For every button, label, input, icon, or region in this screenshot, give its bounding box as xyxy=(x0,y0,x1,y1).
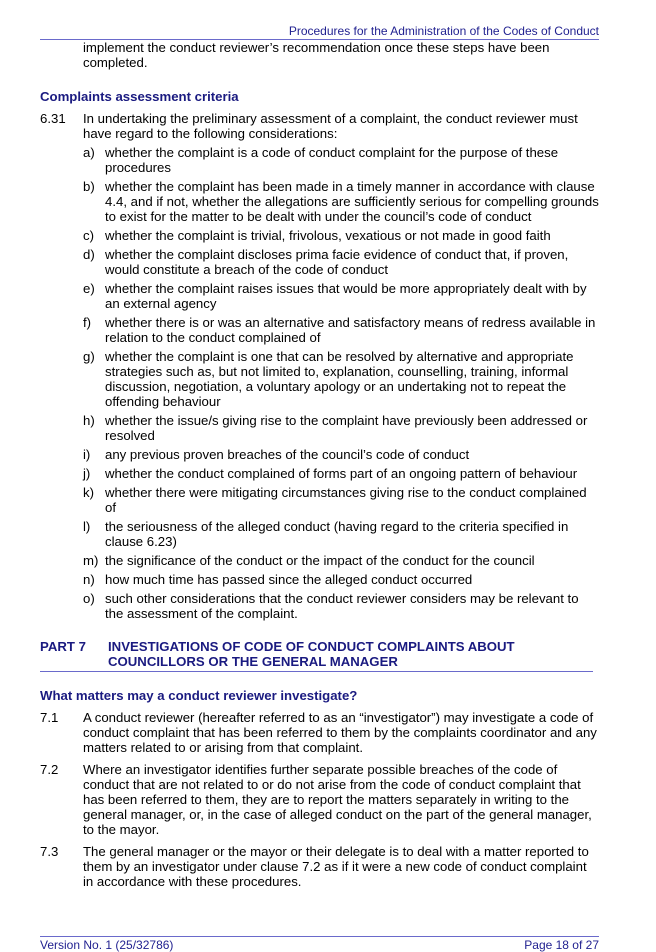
list-item xyxy=(83,349,600,409)
page-header xyxy=(40,24,599,40)
list-item xyxy=(83,466,600,481)
clause-number: 6.31 xyxy=(40,111,66,126)
page-content xyxy=(40,40,600,889)
part-title: INVESTIGATIONS OF CODE OF CONDUCT COMPLAINTS ABOUT COUNCILLORS OR THE GENERAL MANAGER xyxy=(108,639,515,669)
item-label: k) xyxy=(83,485,94,500)
item-label: a) xyxy=(83,145,95,160)
item-text: whether the complaint is one that can be resolved by alternative and appropriate strategies such as, but not limited to, explanation, counselling, training, informal discussion, negotiation, a voluntary apology or an undertaking not to repeat the offending behaviour xyxy=(105,349,574,409)
version-number: Version No. 1 (25/32786) xyxy=(40,938,174,952)
continued-paragraph: implement the conduct reviewer’s recommendation once these steps have been completed. xyxy=(83,40,550,70)
item-text: such other considerations that the conduct reviewer considers may be relevant to the assessment of the complaint. xyxy=(105,591,579,621)
list-item xyxy=(83,413,600,443)
list-item xyxy=(83,315,600,345)
item-label: g) xyxy=(83,349,95,364)
page-number: Page 18 of 27 xyxy=(524,938,599,952)
section-heading-investigate: What matters may a conduct reviewer investigate? xyxy=(40,688,358,703)
section-heading-assessment: Complaints assessment criteria xyxy=(40,89,239,104)
item-label: f) xyxy=(83,315,92,330)
list-item xyxy=(83,179,600,224)
item-label: m) xyxy=(83,553,99,568)
item-text: any previous proven breaches of the council’s code of conduct xyxy=(105,447,470,462)
item-label: i) xyxy=(83,447,91,462)
list-item xyxy=(83,247,600,277)
clause-text: Where an investigator identifies further separate possible breaches of the code of conduct that are not related to or do not arise from the code of conduct complaint that has been referred to them, they are to report the matters separately in writing to the general manager, or, in the case of alleged conduct on the part of the general manager, to the mayor. xyxy=(83,762,592,837)
clause-7-2 xyxy=(40,762,600,837)
list-item xyxy=(83,591,600,621)
clause-7-1 xyxy=(40,710,600,755)
list-item xyxy=(83,485,600,515)
item-text: whether the conduct complained of forms part of an ongoing pattern of behaviour xyxy=(105,466,578,481)
clause-6-31 xyxy=(40,111,600,141)
clause-number: 7.3 xyxy=(40,844,59,859)
item-text: whether the complaint has been made in a timely manner in accordance with clause 4.4, and if not, whether the allegations are sufficiently serious for compelling grounds to exist for the matter to be dealt with under the council’s code of conduct xyxy=(105,179,599,224)
item-text: whether the issue/s giving rise to the complaint have previously been addressed or resolved xyxy=(105,413,588,443)
list-item xyxy=(83,281,600,311)
item-text: whether there were mitigating circumstances giving rise to the conduct complained of xyxy=(105,485,587,515)
item-label: b) xyxy=(83,179,95,194)
item-label: e) xyxy=(83,281,95,296)
item-label: l) xyxy=(83,519,91,534)
item-text: whether there is or was an alternative and satisfactory means of redress available in relation to the conduct complained of xyxy=(105,315,596,345)
clause-number: 7.1 xyxy=(40,710,59,725)
clause-text: A conduct reviewer (hereafter referred to as an “investigator”) may investigate a code of conduct complaint that has been referred to them by the complaints coordinator and any matters related to or arising from that complaint. xyxy=(83,710,597,755)
item-text: the significance of the conduct or the impact of the conduct for the council xyxy=(105,553,535,568)
item-label: c) xyxy=(83,228,94,243)
part-heading xyxy=(40,639,593,672)
part-number: PART 7 xyxy=(40,639,86,654)
list-item xyxy=(83,553,600,568)
item-label: j) xyxy=(83,466,91,481)
item-label: o) xyxy=(83,591,95,606)
item-label: d) xyxy=(83,247,95,262)
item-text: how much time has passed since the alleged conduct occurred xyxy=(105,572,473,587)
item-label: h) xyxy=(83,413,95,428)
item-label: n) xyxy=(83,572,95,587)
criteria-list xyxy=(83,145,600,621)
item-text: the seriousness of the alleged conduct (having regard to the criteria specified in clause 6.23) xyxy=(105,519,569,549)
item-text: whether the complaint discloses prima facie evidence of conduct that, if proven, would constitute a breach of the code of conduct xyxy=(105,247,569,277)
item-text: whether the complaint raises issues that would be more appropriately dealt with by an external agency xyxy=(105,281,587,311)
list-item xyxy=(83,519,600,549)
list-item xyxy=(83,145,600,175)
list-item xyxy=(83,228,600,243)
clause-7-3 xyxy=(40,844,600,889)
list-item xyxy=(83,572,600,587)
item-text: whether the complaint is trivial, frivolous, vexatious or not made in good faith xyxy=(105,228,551,243)
clause-text: The general manager or the mayor or their delegate is to deal with a matter reported to them by an investigator under clause 7.2 as if it were a new code of conduct complaint in accordance with these procedures. xyxy=(83,844,589,889)
document-title: Procedures for the Administration of the Codes of Conduct xyxy=(288,24,599,38)
list-item xyxy=(83,447,600,462)
clause-text: In undertaking the preliminary assessment of a complaint, the conduct reviewer must have regard to the following considerations: xyxy=(83,111,578,141)
clause-number: 7.2 xyxy=(40,762,59,777)
item-text: whether the complaint is a code of conduct complaint for the purpose of these procedures xyxy=(105,145,559,175)
